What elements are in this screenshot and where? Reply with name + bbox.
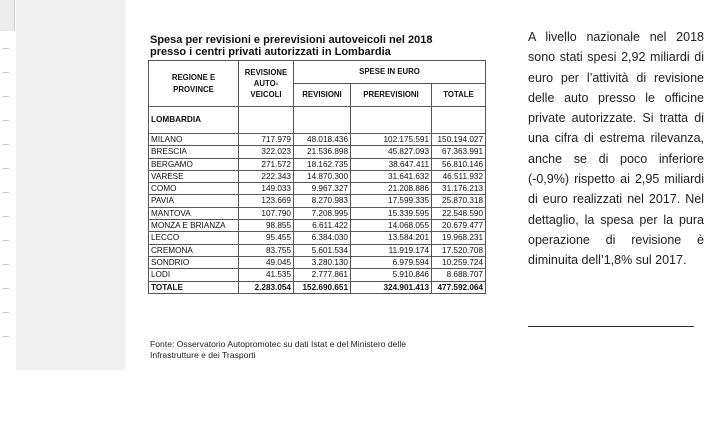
row-totale: 31.176.213 bbox=[432, 183, 486, 195]
table-row bbox=[149, 195, 486, 207]
row-province: CREMONA bbox=[149, 244, 239, 256]
row-totale: 25.870.318 bbox=[432, 195, 486, 207]
row-province: MANTOVA bbox=[149, 207, 239, 219]
table-row bbox=[149, 269, 486, 281]
row-count: 271.572 bbox=[239, 158, 294, 170]
table-row bbox=[149, 232, 486, 244]
gutter-tick bbox=[3, 312, 9, 313]
table-row bbox=[149, 244, 486, 256]
row-province: BRESCIA bbox=[149, 146, 239, 158]
footnote-separator bbox=[528, 326, 694, 327]
header-prerevisioni: PREREVISIONI bbox=[351, 84, 432, 107]
header-regione: REGIONE E PROVINCE bbox=[149, 61, 239, 107]
header-totale: TOTALE bbox=[432, 84, 486, 107]
gutter-tick bbox=[3, 144, 9, 145]
gutter-tick bbox=[3, 216, 9, 217]
row-province: LECCO bbox=[149, 232, 239, 244]
empty-cell bbox=[294, 107, 351, 134]
region-label: LOMBARDIA bbox=[149, 107, 239, 134]
header-spese: SPESE IN EURO bbox=[294, 61, 486, 84]
row-totale: 8.688.707 bbox=[432, 269, 486, 281]
gutter-tick bbox=[3, 192, 9, 193]
page-background-band bbox=[16, 0, 124, 370]
gutter-tick bbox=[3, 240, 9, 241]
row-totale: 20.679.477 bbox=[432, 220, 486, 232]
row-totale: 67.363.991 bbox=[432, 146, 486, 158]
row-prerevisioni: 45.827.093 bbox=[351, 146, 432, 158]
table-row bbox=[149, 207, 486, 219]
source-note bbox=[150, 339, 470, 360]
table-row bbox=[149, 146, 486, 158]
spesa-table bbox=[148, 60, 486, 294]
header-revisione: REVISIONE AUTO-VEICOLI bbox=[239, 61, 294, 107]
row-prerevisioni: 38.647.411 bbox=[351, 158, 432, 170]
total-totale: 477.592.064 bbox=[432, 281, 486, 293]
header-revisioni: REVISIONI bbox=[294, 84, 351, 107]
row-revisioni: 8.270.983 bbox=[294, 195, 351, 207]
table-row bbox=[149, 220, 486, 232]
gutter-tick bbox=[3, 336, 9, 337]
row-province: MILANO bbox=[149, 134, 239, 146]
row-totale: 10.259.724 bbox=[432, 256, 486, 268]
row-count: 222.343 bbox=[239, 170, 294, 182]
row-prerevisioni: 5.910.846 bbox=[351, 269, 432, 281]
row-revisioni: 6.384.030 bbox=[294, 232, 351, 244]
left-gutter bbox=[0, 0, 16, 443]
gutter-tick bbox=[3, 48, 9, 49]
row-prerevisioni: 15.339.595 bbox=[351, 207, 432, 219]
row-province: VARESE bbox=[149, 170, 239, 182]
gutter-tick bbox=[3, 264, 9, 265]
total-count: 2.283.054 bbox=[239, 281, 294, 293]
gutter-tick bbox=[3, 72, 9, 73]
gutter-tick bbox=[3, 96, 9, 97]
row-revisioni: 2.777.861 bbox=[294, 269, 351, 281]
table-row bbox=[149, 170, 486, 182]
row-revisioni: 6.611.422 bbox=[294, 220, 351, 232]
row-prerevisioni: 102.175.591 bbox=[351, 134, 432, 146]
row-prerevisioni: 21.208.886 bbox=[351, 183, 432, 195]
row-count: 107.790 bbox=[239, 207, 294, 219]
table-row bbox=[149, 256, 486, 268]
table-row bbox=[149, 158, 486, 170]
row-revisioni: 48.018.436 bbox=[294, 134, 351, 146]
empty-cell bbox=[239, 107, 294, 134]
row-province: PAVIA bbox=[149, 195, 239, 207]
row-prerevisioni: 13.584.201 bbox=[351, 232, 432, 244]
row-prerevisioni: 14.068.055 bbox=[351, 220, 432, 232]
row-count: 83.755 bbox=[239, 244, 294, 256]
row-province: MONZA E BRIANZA bbox=[149, 220, 239, 232]
table-title-line2: presso i centri privati autorizzati in Lombardia bbox=[150, 46, 391, 58]
row-province: COMO bbox=[149, 183, 239, 195]
table-title bbox=[150, 34, 432, 58]
total-revisioni: 152.690.651 bbox=[294, 281, 351, 293]
row-totale: 46.511.932 bbox=[432, 170, 486, 182]
row-revisioni: 5.601.534 bbox=[294, 244, 351, 256]
row-count: 98.855 bbox=[239, 220, 294, 232]
row-count: 49.045 bbox=[239, 256, 294, 268]
empty-cell bbox=[432, 107, 486, 134]
total-label: TOTALE bbox=[149, 281, 239, 293]
row-prerevisioni: 6.979.594 bbox=[351, 256, 432, 268]
gutter-tick bbox=[3, 120, 9, 121]
row-prerevisioni: 17.599.335 bbox=[351, 195, 432, 207]
row-province: SONDRIO bbox=[149, 256, 239, 268]
row-province: LODI bbox=[149, 269, 239, 281]
total-prerevisioni: 324.901.413 bbox=[351, 281, 432, 293]
row-totale: 19.968.231 bbox=[432, 232, 486, 244]
row-revisioni: 21.536.898 bbox=[294, 146, 351, 158]
row-revisioni: 14.870.300 bbox=[294, 170, 351, 182]
row-prerevisioni: 31.641.632 bbox=[351, 170, 432, 182]
table-row bbox=[149, 134, 486, 146]
row-count: 41.535 bbox=[239, 269, 294, 281]
table-title-line1: Spesa per revisioni e prerevisioni autoveicoli nel 2018 bbox=[150, 34, 433, 46]
table-total-row bbox=[149, 281, 486, 293]
empty-cell bbox=[351, 107, 432, 134]
source-line2: Infrastrutture e dei Trasporti bbox=[150, 349, 256, 360]
row-province: BERGAMO bbox=[149, 158, 239, 170]
table-body bbox=[149, 134, 486, 282]
table-row bbox=[149, 183, 486, 195]
row-totale: 56.810.146 bbox=[432, 158, 486, 170]
row-totale: 150.194.027 bbox=[432, 134, 486, 146]
gutter-tick bbox=[3, 168, 9, 169]
row-revisioni: 9.967.327 bbox=[294, 183, 351, 195]
row-revisioni: 7.208.995 bbox=[294, 207, 351, 219]
gutter-header-cell bbox=[0, 0, 15, 31]
row-count: 717.979 bbox=[239, 134, 294, 146]
row-revisioni: 18.162.735 bbox=[294, 158, 351, 170]
row-count: 123.669 bbox=[239, 195, 294, 207]
gutter-tick bbox=[3, 288, 9, 289]
row-count: 95.455 bbox=[239, 232, 294, 244]
row-count: 149.033 bbox=[239, 183, 294, 195]
row-revisioni: 3.280.130 bbox=[294, 256, 351, 268]
source-line1: Fonte: Osservatorio Autopromotec su dati Istat e del Ministero delle bbox=[150, 339, 407, 349]
row-totale: 17.520.708 bbox=[432, 244, 486, 256]
row-totale: 22.548.590 bbox=[432, 207, 486, 219]
row-prerevisioni: 11.919.174 bbox=[351, 244, 432, 256]
row-count: 322.023 bbox=[239, 146, 294, 158]
body-paragraph: A livello nazionale nel 2018 sono stati spesi 2,92 miliardi di euro per l’attività di revisione delle auto presso le officine private autorizzate. Si tratta di una cifra di estrema rilevanza, anche se di poco inferiore (-0,9%) rispetto ai 2,95 miliardi di euro realizzati nel 2017. Nel dettaglio, la spesa per la pura operazione di revisione è diminuita dell’1,8% sul 2017. bbox=[528, 30, 704, 268]
